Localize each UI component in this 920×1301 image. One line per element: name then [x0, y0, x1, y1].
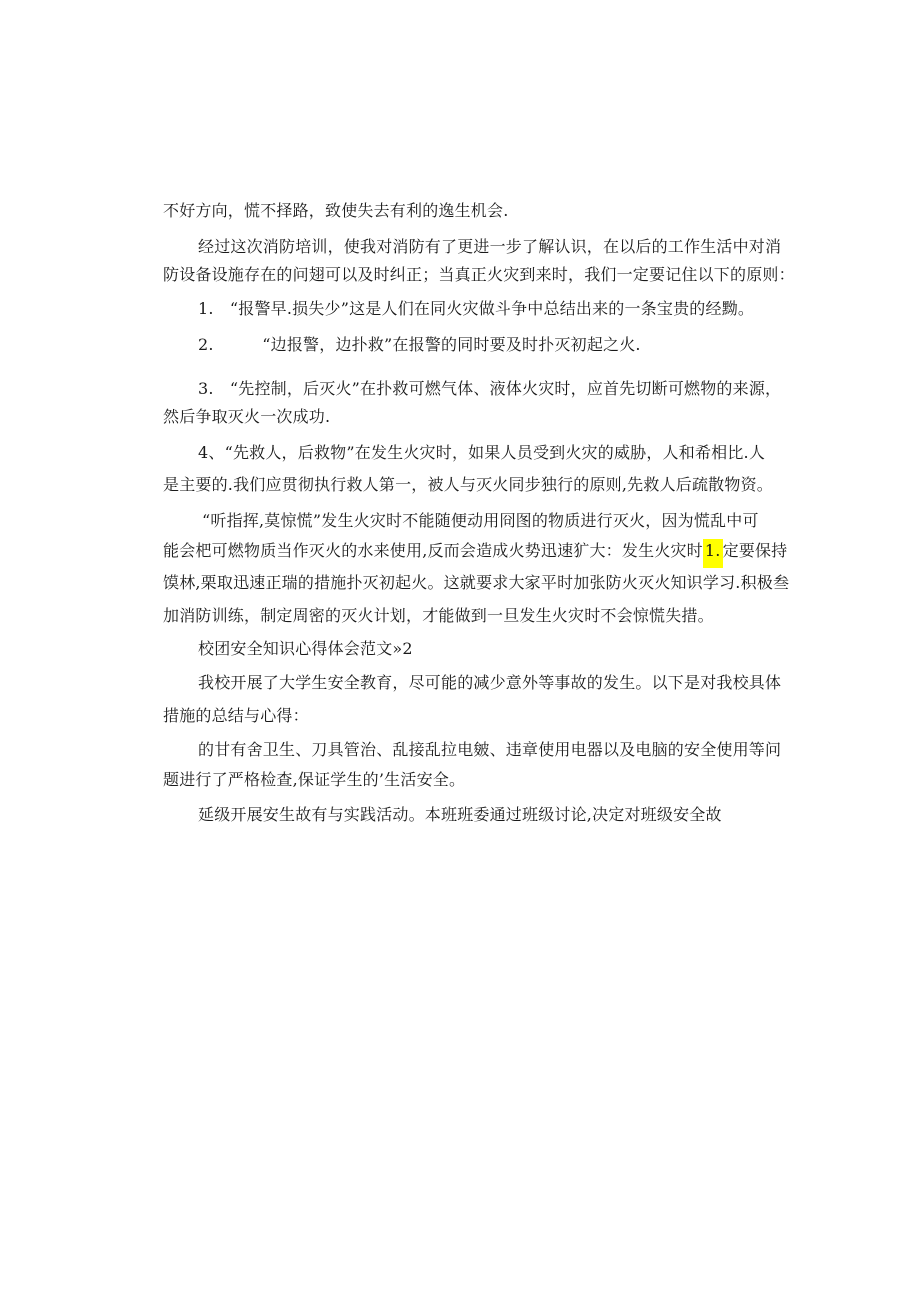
text-line: 经过这次消防培训，使我对消防有了更进一步了解认识，在以后的工作生活中对消 — [198, 237, 782, 256]
text-line: 防设备设施存在的问翅可以及时纠正；当真正火灾到来时，我们一定要记住以下的原则： — [163, 265, 795, 284]
text-line: 是主要的.我们应贯彻执行救人第一，被人与灭火同步独行的原则,先救人后疏散物资。 — [163, 475, 773, 494]
text-line: 然后争取灭火一次成功. — [163, 407, 331, 426]
text-segment: 能会杷可燃物质当作灭火的水来使用,反而会造成火势迅速犷大：发生火灾时 — [163, 541, 703, 560]
text-line: 延级开展安生故有与实践活动。本班班委通过班级讨论,决定对班级安全故 — [198, 805, 722, 824]
text-line: 我校开展了大学生安全教育，尽可能的减少意外等事故的发生。以下是对我校具体 — [198, 673, 782, 692]
text-line: “听指挥,莫惊慌”发生火灾时不能随便动用冏图的物质进行灭火，因为慌乱中可 — [202, 511, 759, 530]
text-line: 题进行了严格检查,保证学生的’生活安全。 — [163, 770, 466, 789]
text-line: 不好方向，慌不择路，致使失去有利的逸生机会. — [163, 201, 509, 220]
highlighted-text: 1. — [703, 539, 723, 568]
section-heading: 校团安全知识心得体会范文»2 — [198, 639, 413, 658]
text-line: 措施的总结与心得： — [163, 706, 309, 725]
text-line — [163, 541, 787, 561]
text-line: 加消防训练，制定周密的灭火计划，才能做到一旦发生火灾时不会惊慌失措。 — [163, 606, 714, 625]
text-line: 1. “报警早.损失少”这是人们在同火灾做斗争中总结出来的一条宝贵的经黝。 — [198, 299, 755, 318]
text-line: 2. “边报警，边扑救”在报警的同时要及时扑灭初起之火. — [198, 335, 641, 354]
text-line: 的甘有舍卫生、刀具管治、乱接乱拉电皴、违章使用电器以及电脑的安全使用等问 — [198, 740, 782, 759]
text-line: 4、“先救人，后救物”在发生火灾时，如果人员受到火灾的威胁，人和希相比.人 — [198, 443, 766, 462]
text-line: 3. “先控制，后灭火”在扑救可燃气体、液体火灾时，应首先切断可燃物的来源， — [198, 379, 782, 398]
text-segment: 定要保持 — [722, 541, 788, 560]
text-line: 馍林,栗取迅速正瑞的措施扑灭初起火。这就要求大家平时加张防火灭火知识学习.积极叁 — [163, 573, 790, 592]
